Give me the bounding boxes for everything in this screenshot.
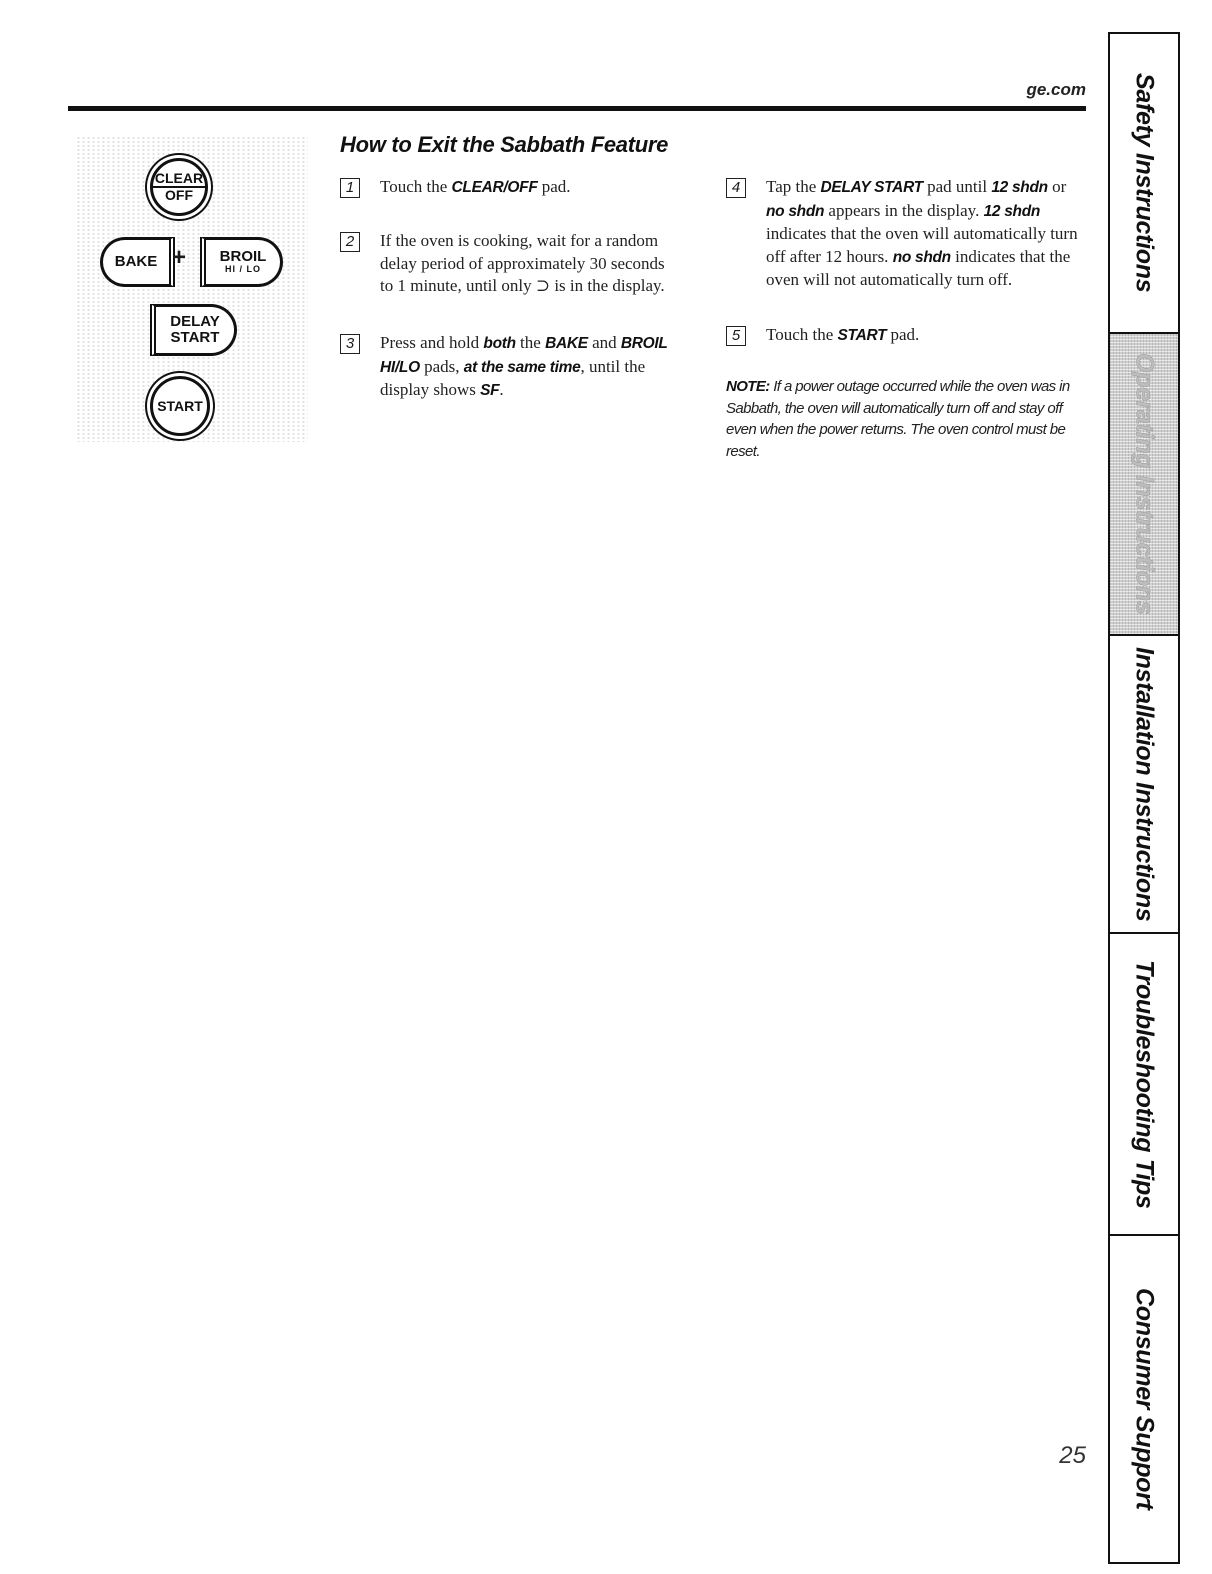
step-number: 1 xyxy=(340,178,360,198)
broil-pad xyxy=(200,237,283,287)
site-url[interactable]: ge.com xyxy=(1026,80,1086,99)
step-text: Tap the DELAY START pad until 12 shdn or no shdn appears in the display. 12 shdn indicates that the oven will automatically turn off after 12 hours. no shdn indicates that the oven will not automatically turn off. xyxy=(766,177,1078,289)
tab-label: Consumer Support xyxy=(1130,1288,1159,1510)
bake-pad xyxy=(100,237,175,287)
section-tabs xyxy=(1108,32,1180,1564)
tab-label: Installation Instructions xyxy=(1130,646,1159,922)
plus-sign: + xyxy=(172,244,187,271)
delay-label: DELAY xyxy=(170,313,220,331)
broil-sub-label: HI / LO xyxy=(225,264,261,275)
tab-safety-instructions[interactable] xyxy=(1110,34,1178,334)
clear-off-pad xyxy=(150,158,208,216)
bake-label: BAKE xyxy=(114,253,158,271)
start-label: START xyxy=(157,397,203,414)
tab-label: Safety Instructions xyxy=(1130,73,1159,293)
step-number: 5 xyxy=(726,326,746,346)
header-rule xyxy=(68,106,1086,111)
tab-operating-instructions[interactable] xyxy=(1110,334,1178,636)
step-number: 4 xyxy=(726,178,746,198)
tab-installation-instructions[interactable] xyxy=(1110,636,1178,934)
off-label: OFF xyxy=(165,187,193,203)
note xyxy=(726,376,1086,462)
tab-troubleshooting-tips[interactable] xyxy=(1110,934,1178,1236)
step-5 xyxy=(726,324,1086,348)
step-number: 3 xyxy=(340,334,360,354)
tab-consumer-support[interactable] xyxy=(1110,1236,1178,1562)
page-number: 25 xyxy=(1059,1442,1086,1469)
tab-label: Operating Instructions xyxy=(1130,353,1159,615)
step-text: Touch the START pad. xyxy=(766,325,920,344)
start-pad xyxy=(150,376,210,436)
broil-label: BROIL xyxy=(219,248,267,266)
control-panel-illustration xyxy=(76,136,308,442)
step-text: Touch the CLEAR/OFF pad. xyxy=(380,177,571,196)
step-3 xyxy=(340,332,676,403)
note-label: NOTE: xyxy=(726,378,770,395)
delay-start-label: START xyxy=(170,329,220,346)
step-2 xyxy=(340,230,676,298)
step-text: Press and hold both the BAKE and BROIL HI/LO pads, at the same time, until the display shows SF. xyxy=(380,333,668,399)
step-1 xyxy=(340,176,676,200)
clear-label: CLEAR xyxy=(154,170,204,187)
step-number: 2 xyxy=(340,232,360,252)
section-title: How to Exit the Sabbath Feature xyxy=(340,132,669,157)
delay-start-pad xyxy=(150,304,237,356)
tab-label: Troubleshooting Tips xyxy=(1130,959,1159,1209)
step-4 xyxy=(726,176,1086,292)
step-text: If the oven is cooking, wait for a random delay period of approximately 30 seconds to 1 minute, until only ⊃ is in the display. xyxy=(380,231,665,295)
note-text: If a power outage occurred while the oven was in Sabbath, the oven will automatically turn off and stay off even when the power returns. The oven control must be reset. xyxy=(726,378,1070,460)
